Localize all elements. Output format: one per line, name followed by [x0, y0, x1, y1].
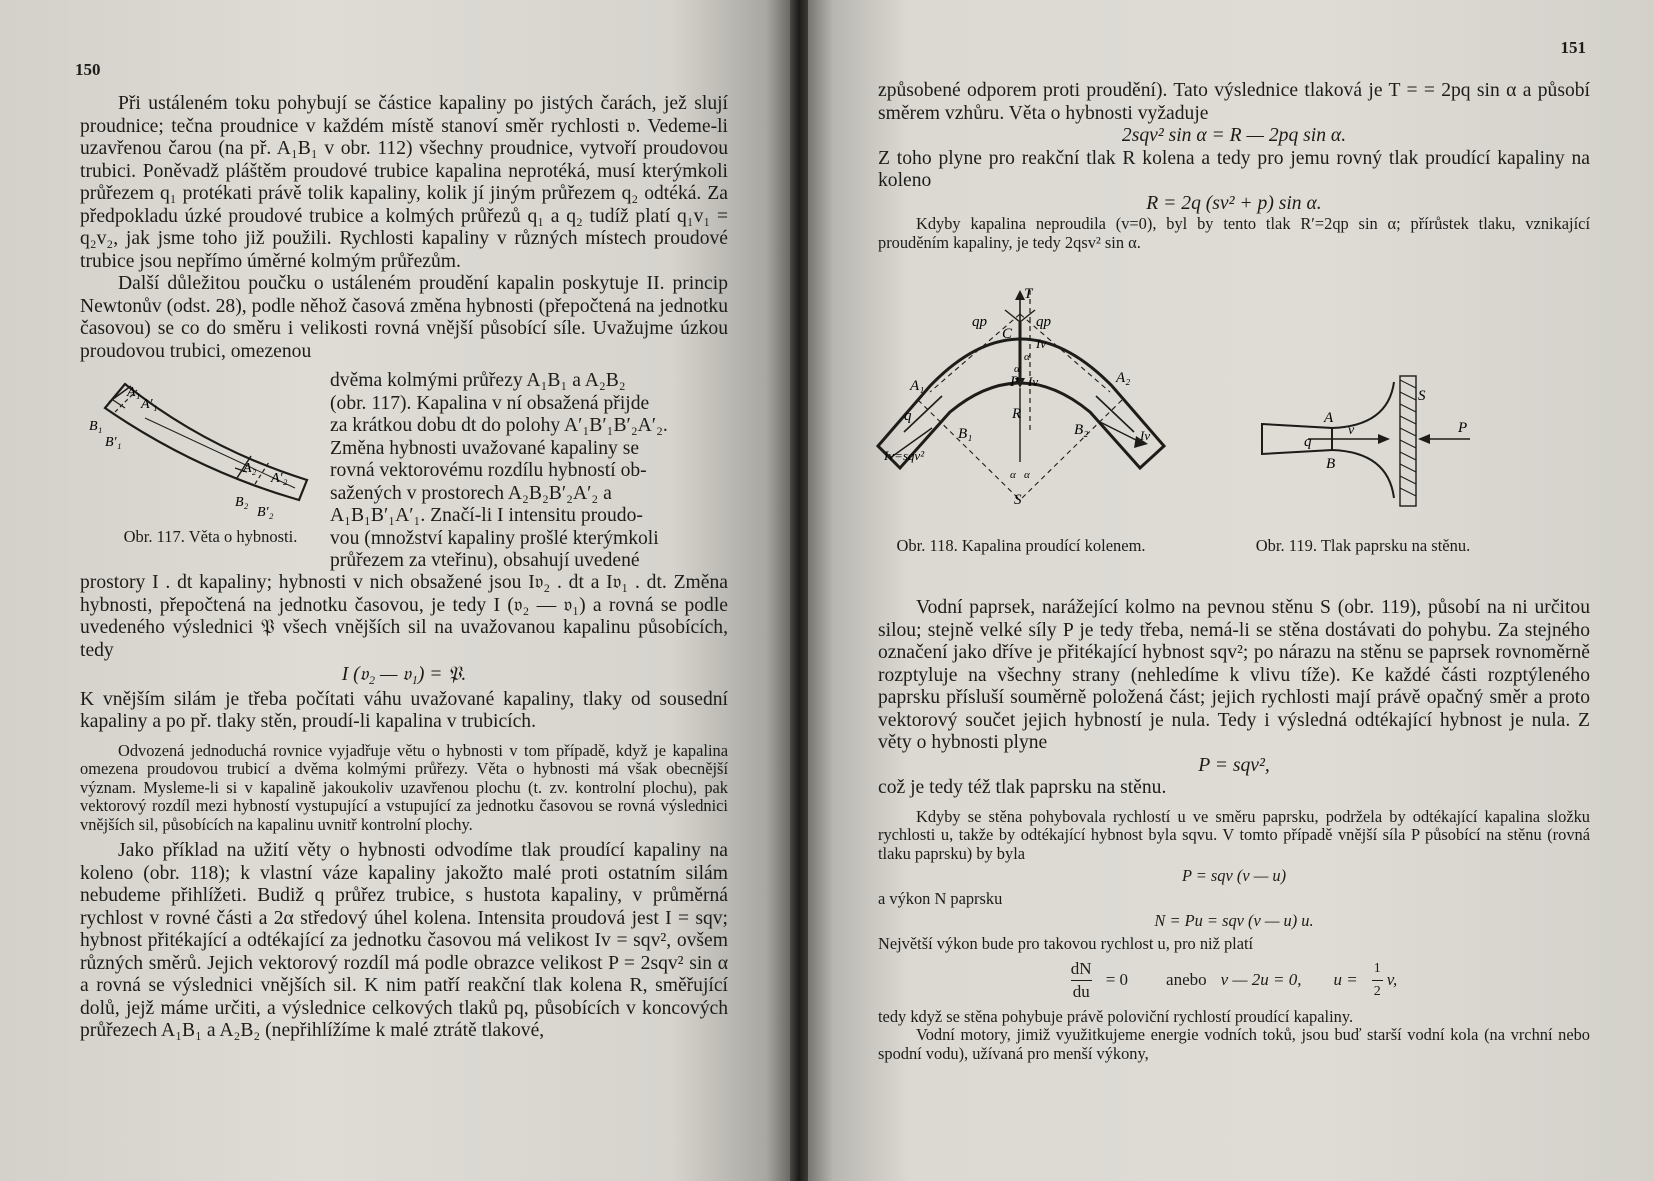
- jet-on-wall-diagram: [1248, 366, 1488, 516]
- small-paragraph: Kdyby se stěna pohybovala rychlostí u ve směru paprsku, podržela by odtékající kapalina složku rychlosti u, takže by odtékající hybnost byla sqvu. V tomto případě vnější síla P působící na stěnu (rovná tlaku paprsku) by byla: [878, 806, 1590, 863]
- fig119-label: v: [1348, 423, 1355, 438]
- equation: R = 2q (sv² + p) sin α.: [1146, 192, 1322, 214]
- text-line: a výkon N paprsku: [878, 888, 1003, 908]
- paragraph: způsobené odporem proti proudění). Tato výslednice tlaková je T = = 2pq sin α a působí směrem vzhůru. Věta o hybnosti vyžaduje: [878, 80, 1590, 124]
- fig118-label: α: [1024, 351, 1030, 363]
- text-line: Největší výkon bude pro takovou rychlost u, pro niž platí: [878, 934, 1254, 954]
- fig118-label: Iv: [1028, 374, 1039, 389]
- pipe-bend-diagram: [870, 282, 1190, 532]
- fig117-label: A′₁: [141, 397, 158, 412]
- fig118-label: α: [1014, 363, 1020, 375]
- paragraph: což je tedy též tlak paprsku na stěnu.: [878, 777, 1167, 798]
- fig118-label: Iv: [1036, 336, 1047, 351]
- fig118-label: R: [1012, 406, 1022, 422]
- small-paragraph: Kdyby kapalina neproudila (v=0), byl by tento tlak R′=2qp sin α; přírůstek tlaku, vznikající prouděním kapaliny, je tedy 2qsv² sin α.: [878, 214, 1590, 252]
- fig118-label: C: [1002, 326, 1013, 342]
- fig117-label: A₁: [127, 385, 141, 400]
- fig118-label: qp: [972, 314, 987, 330]
- figure-caption: Obr. 119. Tlak paprsku na stěnu.: [1255, 536, 1471, 555]
- wrap-line: vou (množství kapaliny prošlé kterýmkoli: [330, 527, 659, 549]
- fig117-label: A′₂: [271, 471, 288, 486]
- page-number: 151: [1560, 38, 1586, 57]
- small-paragraph: Odvozená jednoduchá rovnice vyjadřuje větu o hybnosti v tom případě, když je kapalina omezena proudovou trubicí a dvěma kolmými průřezy. Věta o hybnosti má však obecnější význam. Mysleme-li si v kapalině jakoukoliv uzavřenou plochu (t. zv. kontrolní plochu), pak vektorový rozdíl mezi hybností vystupující a vstupující za jednotku časovou se rovná výslednici vnějších sil, působících na kapalinu uvnitř kontrolní plochy.: [80, 740, 728, 834]
- fraction-numerator: 1: [1373, 960, 1381, 976]
- equation: P = sqv (v — u): [1181, 866, 1287, 886]
- wrap-line: sažených v prostorech A₂B₂B′₂A′₂ a: [330, 482, 612, 504]
- paragraph: K vnějším silám je třeba počítati váhu uvažované kapaliny, tlaky od sousední kapaliny a po př. tlaky stěn, proudí-li kapalina v trubicích.: [80, 688, 728, 732]
- equation-part: v,: [1386, 970, 1398, 990]
- fig117-label: A₂: [243, 461, 257, 476]
- equation-part: u =: [1333, 970, 1358, 990]
- right-text-top: [878, 80, 1590, 252]
- fig119-label: S: [1418, 388, 1426, 404]
- fig118-label: A₁: [910, 378, 925, 394]
- page-number: 150: [75, 60, 101, 79]
- wrap-line: dvěma kolmými průřezy A₁B₁ a A₂B₂: [330, 370, 626, 391]
- fig117-label: B₂: [235, 495, 249, 510]
- fig119-label: q: [1304, 434, 1312, 450]
- text-line: tedy když se stěna pohybuje právě poloviční rychlostí proudící kapaliny.: [878, 1006, 1354, 1026]
- fig117-label: B′₂: [257, 505, 274, 520]
- figure-119: [1248, 366, 1488, 516]
- paragraph: Při ustáleném toku pohybují se částice kapaliny po jistých čarách, jež slují proudnice; tečna proudnice v každém místě stanoví směr rychlosti 𝔳. Vedeme-li uzavřenou čarou (na př. A₁B₁ v obr. 112) všechny proudnice, vytvoří proudovou trubici. Poněvadž pláštěm proudové trubice kapalina neprotéká, musí kterýmkoli průřezem q₁ protékati právě tolik kapaliny, kolik jí jiným průřezem q₂ odtéká. Za předpokladu úzké proudové trubice a kolmých průřezů q₁ a q₂ tudíž platí q₁v₁ = q₂v₂, jak jsme toho již použili. Rychlosti kapaliny v různých místech proudové trubice jsou nepřímo úměrné kolmým průřezům.: [80, 93, 728, 272]
- figure-caption: Obr. 117. Věta o hybnosti.: [123, 527, 298, 546]
- wrap-line: za krátkou dobu dt do polohy A′₁B′₁B′₂A′₂.: [330, 415, 668, 436]
- fraction-denominator: 2: [1372, 980, 1383, 1004]
- fraction-numerator: dN: [1070, 958, 1092, 978]
- wrap-line: (obr. 117). Kapalina v ní obsažená přijde: [330, 392, 650, 414]
- fig118-label: P: [1010, 374, 1020, 390]
- paragraph: Jako příklad na užití věty o hybnosti odvodíme tlak proudící kapaliny na koleno (obr. 118); k vlastní váze kapaliny jakožto malé proti ostatním silám nebudeme přihlížeti. Budiž q průřez trubice, s hustota kapaliny, v průměrná rychlost v rovné části a 2α středový úhel kolena. Intensita proudová jest I = sqv; hybnost přitékající a odtékající za jednotku časovou má velikost Iv = sqv², ovšem různých směrů. Jejich vektorový rozdíl má podle obrazce velikost P = 2sqv² sin α a rovná se výslednici vnějších sil. K nim patří reakční tlak kolena R, směřující dolů, jejž máme určiti, a výslednice celkových tlaků pq, působících v koncových průřezech A₁B₁ a A₂B₂ (nepřihlížíme k malé ztrátě tlakové,: [80, 840, 728, 1042]
- wrap-line: průřezem za vteřinu), obsahují uvedené: [330, 550, 640, 571]
- right-page: [808, 0, 1654, 1181]
- fig118-label: B₁: [958, 426, 973, 442]
- fraction: [1071, 958, 1092, 1004]
- equation-word: anebo: [1166, 970, 1207, 990]
- paragraph: Vodní paprsek, narážející kolmo na pevnou stěnu S (obr. 119), působí na ni určitou silou; stejně velké síly P je tedy třeba, nemá-li se stěna dostávati do pohybu. Za stejného označení jako dříve je přitékající hybnost sqv²; po nárazu na stěnu se paprsek rovnoměrně rozptyluje na všechny strany (nehledíme k vlivu tíže). Ke každé části rozptýleného paprsku přísluší souměrně položená část; jejich rychlosti mají právě opačný směr a proto vektorový součet jejich hybností je nula. Tedy i výsledná odtékající hybnost je nula. Z věty o hybnosti plyne: [878, 597, 1590, 753]
- fig118-label: α: [1010, 469, 1016, 481]
- fig118-label: q: [904, 408, 912, 424]
- fig118-label: Iv: [1140, 428, 1151, 443]
- figure-117: [85, 378, 325, 528]
- left-text-bottom: [80, 572, 728, 1043]
- small-paragraph: Vodní motory, jimiž využitkujeme energie vodních toků, jsou buď starší vodní kola (na vrchní nebo spodní vodu), užívaná pro menší výkony,: [878, 1025, 1590, 1063]
- fig119-label: A: [1324, 410, 1334, 426]
- right-text-bottom: [878, 597, 1590, 1063]
- wrap-text: [330, 370, 728, 573]
- figure-118: [870, 282, 1190, 532]
- equation: I (𝔳₂ — 𝔳₁) = 𝔓.: [341, 664, 467, 685]
- fig118-label: α: [1024, 469, 1030, 481]
- equation: P = sqv²,: [1198, 754, 1270, 776]
- fig118-label: Iv=sqv²: [884, 448, 925, 463]
- equation: 2sqv² sin α = R — 2pq sin α.: [1121, 125, 1347, 146]
- fig118-label: T: [1024, 286, 1033, 302]
- fraction: [1372, 958, 1383, 1004]
- fig118-label: qp: [1036, 314, 1051, 330]
- fig119-label: B: [1326, 456, 1336, 472]
- fig119-label: P: [1458, 420, 1468, 436]
- paragraph: Další důležitou poučku o ustáleném proudění kapalin poskytuje II. princip Newtonův (odst. 28), podle něhož časová změna hybnosti (přepočtená na jednotku časovou) se co do směru i velikosti rovná vnější působící síle. Uvažujme úzkou proudovou trubici, omezenou: [80, 273, 728, 362]
- book-gutter: [790, 0, 808, 1181]
- paragraph: prostory I . dt kapaliny; hybnosti v nich obsažené jsou I𝔳₂ . dt a I𝔳₁ . dt. Změna hybnosti, přepočtená na jednotku časovou, je tedy I (𝔳₂ — 𝔳₁) a rovná se podle uvedeného výslednici 𝔓 všech vnějších sil na uvažovanou kapalinu působících, tedy: [80, 572, 728, 661]
- wrap-line: Změna hybnosti uvažované kapaliny se: [330, 437, 640, 459]
- fraction-denominator: du: [1071, 980, 1092, 1004]
- equation-part: = 0: [1105, 970, 1129, 990]
- figure-caption: Obr. 118. Kapalina proudící kolenem.: [896, 536, 1146, 555]
- stream-tube-diagram: [85, 378, 325, 528]
- wrap-line: A₁B₁B′₁A′₁. Značí-li I intensitu proudo-: [330, 505, 643, 526]
- fig118-label: A₂: [1116, 370, 1131, 386]
- paragraph: Z toho plyne pro reakční tlak R kolena a tedy pro jemu rovný tlak proudící kapaliny na koleno: [878, 147, 1590, 191]
- fig118-label: B₂: [1074, 422, 1089, 438]
- fig117-label: B₁: [89, 419, 103, 434]
- left-text-top: [80, 93, 728, 363]
- equation-part: v — 2u = 0,: [1220, 970, 1302, 990]
- wrap-line: rovná vektorovému rozdílu hybností ob-: [330, 460, 647, 481]
- equation: N = Pu = sqv (v — u) u.: [1154, 911, 1314, 931]
- fig117-label: B′₁: [105, 435, 122, 450]
- equation-derivative: [878, 958, 1590, 1004]
- fig118-label: S: [1014, 492, 1022, 508]
- left-page: [0, 0, 790, 1181]
